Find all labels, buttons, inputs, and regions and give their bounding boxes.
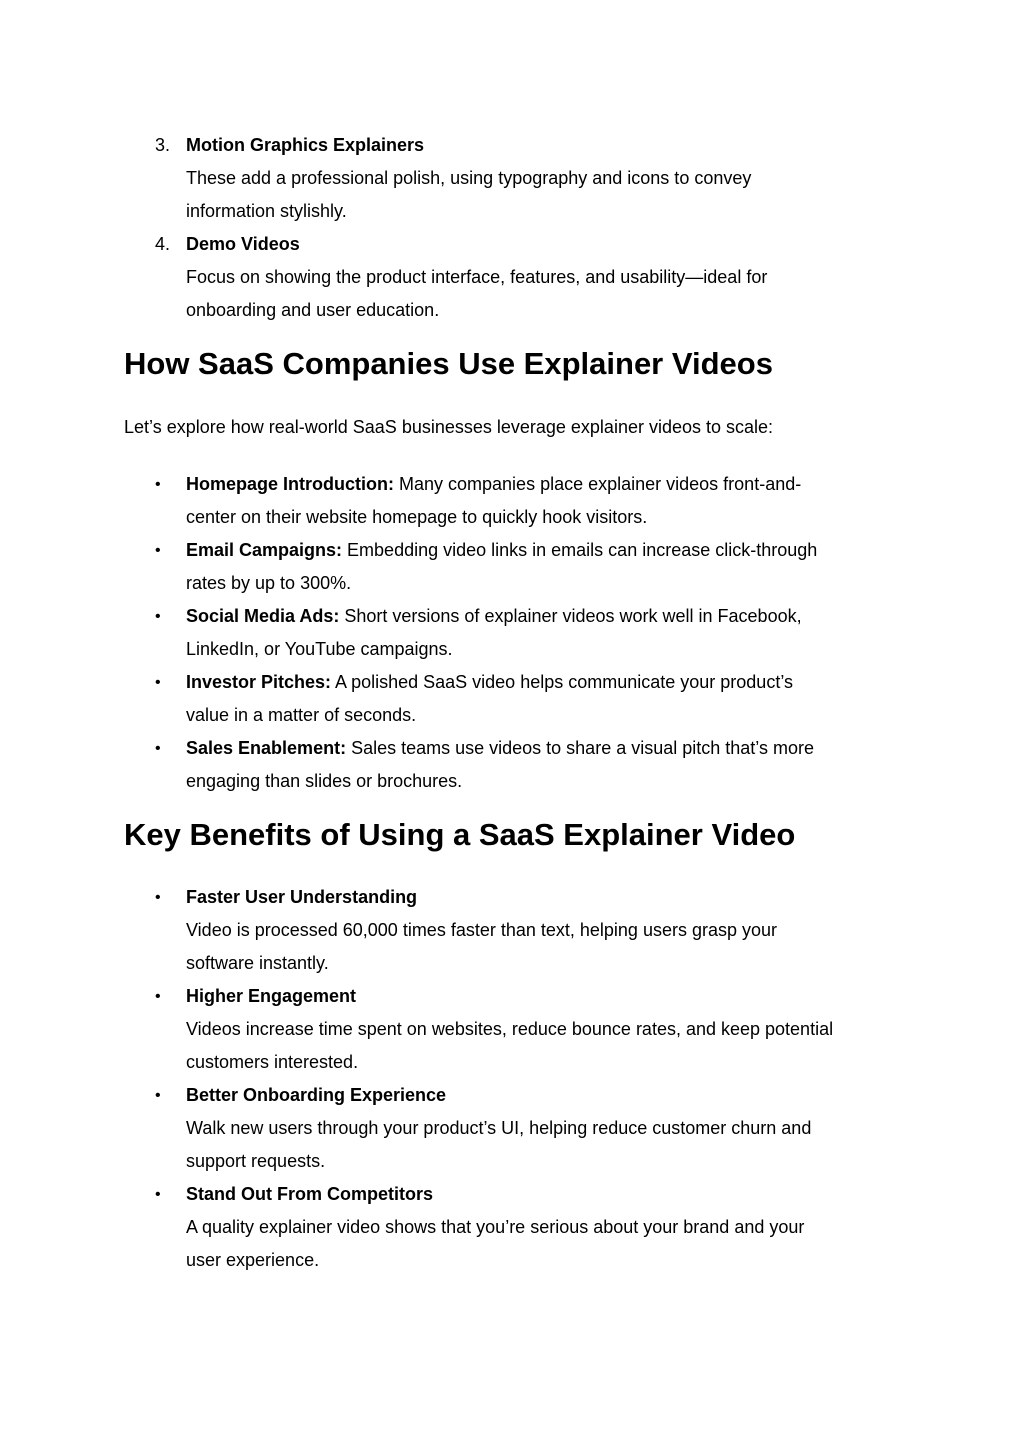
- list-item: [0, 1178, 906, 1277]
- list-item: [0, 980, 906, 1079]
- list-item-description: customers interested.: [186, 1052, 359, 1072]
- bullet-marker: •: [155, 542, 161, 559]
- use-bullet-list: [0, 468, 1023, 798]
- benefits-bullet-list: [0, 881, 1023, 1277]
- list-item-description: A quality explainer video shows that you’re serious about your brand and your: [186, 1217, 805, 1237]
- bullet-marker: •: [155, 889, 161, 906]
- bullet-marker: •: [155, 1087, 161, 1104]
- list-item-text: LinkedIn, or YouTube campaigns.: [186, 639, 453, 659]
- list-item-description: These add a professional polish, using typography and icons to convey: [186, 168, 752, 188]
- numbered-list: [0, 129, 1023, 327]
- section-intro: Let’s explore how real-world SaaS businesses leverage explainer videos to scale:: [124, 417, 774, 437]
- list-item-text: Many companies place explainer videos front-and-: [394, 474, 802, 494]
- list-item-title: Stand Out From Competitors: [186, 1184, 433, 1204]
- list-item: [0, 881, 906, 980]
- list-item: [0, 1079, 906, 1178]
- bullet-marker: •: [155, 740, 161, 757]
- list-number: 3.: [155, 135, 171, 155]
- list-item: [0, 534, 906, 600]
- list-item-title: Higher Engagement: [186, 986, 357, 1006]
- list-item-description: Walk new users through your product’s UI, helping reduce customer churn and: [186, 1118, 812, 1138]
- bullet-marker: •: [155, 608, 161, 625]
- list-item-description: software instantly.: [186, 953, 329, 973]
- list-item-title: Better Onboarding Experience: [186, 1085, 447, 1105]
- list-item-title: Motion Graphics Explainers: [186, 135, 425, 155]
- bullet-marker: •: [155, 1186, 161, 1203]
- list-item-description: Videos increase time spent on websites, reduce bounce rates, and keep potential: [186, 1019, 834, 1039]
- list-item-description: onboarding and user education.: [186, 300, 440, 320]
- list-item-text: engaging than slides or brochures.: [186, 771, 463, 791]
- list-item-description: information stylishly.: [186, 201, 347, 221]
- list-item-text: Embedding video links in emails can increase click-through: [342, 540, 818, 560]
- list-item-title: Faster User Understanding: [186, 887, 418, 907]
- list-item-text: A polished SaaS video helps communicate your product’s: [331, 672, 793, 692]
- list-item-label: Sales Enablement:: [186, 738, 347, 758]
- list-item-description: support requests.: [186, 1151, 326, 1171]
- list-item: [0, 600, 906, 666]
- list-item-description: Focus on showing the product interface, features, and usability—ideal for: [186, 267, 768, 287]
- list-item-description: Video is processed 60,000 times faster than text, helping users grasp your: [186, 920, 778, 940]
- bullet-marker: •: [155, 988, 161, 1005]
- list-item: [0, 666, 906, 732]
- list-item-title: Demo Videos: [186, 234, 300, 254]
- section-heading-benefits: Key Benefits of Using a SaaS Explainer Video: [124, 817, 796, 852]
- list-item-text: Sales teams use videos to share a visual pitch that’s more: [346, 738, 814, 758]
- bullet-marker: •: [155, 476, 161, 493]
- list-item: [0, 129, 906, 228]
- section-heading-use: How SaaS Companies Use Explainer Videos: [124, 346, 773, 381]
- list-number: 4.: [155, 234, 171, 254]
- bullet-marker: •: [155, 674, 161, 691]
- list-item: [0, 228, 906, 327]
- list-item-label: Homepage Introduction:: [186, 474, 394, 494]
- list-item: [0, 732, 906, 798]
- list-item: [0, 468, 906, 534]
- list-item-text: center on their website homepage to quickly hook visitors.: [186, 507, 648, 527]
- list-item-label: Investor Pitches:: [186, 672, 332, 692]
- list-item-text: rates by up to 300%.: [186, 573, 352, 593]
- list-item-text: Short versions of explainer videos work well in Facebook,: [339, 606, 802, 626]
- list-item-label: Social Media Ads:: [186, 606, 340, 626]
- list-item-description: user experience.: [186, 1250, 320, 1270]
- list-item-label: Email Campaigns:: [186, 540, 343, 560]
- list-item-text: value in a matter of seconds.: [186, 705, 417, 725]
